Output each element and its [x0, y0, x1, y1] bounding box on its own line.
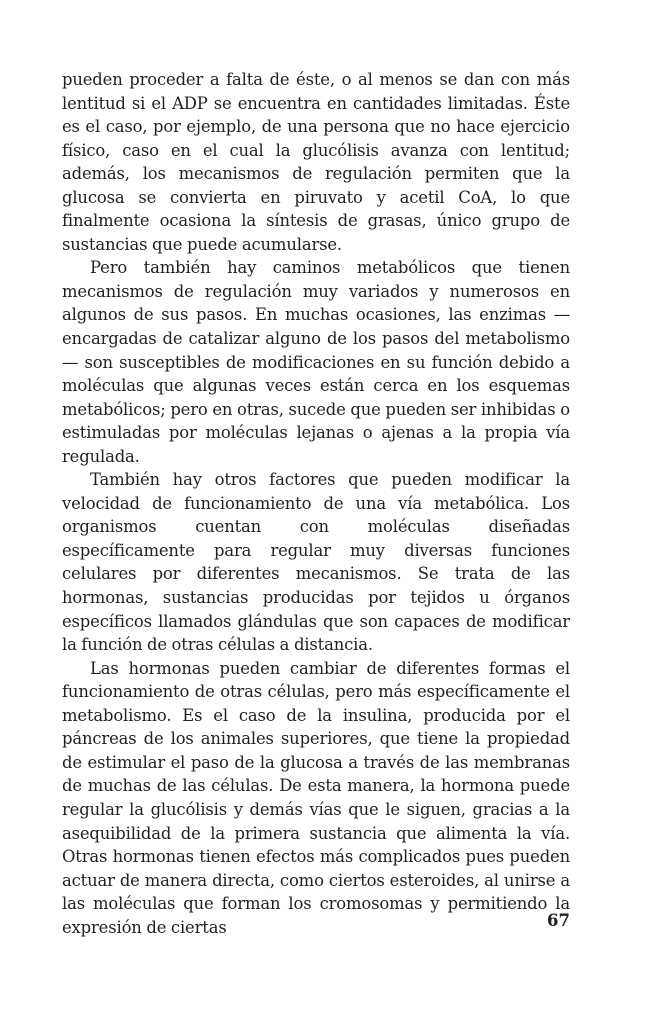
paragraph-4: Las hormonas pueden cambiar de diferentes formas el funcionamiento de otras células, pero más específicamente el metabolismo. Es el caso de la insulina, producida por el páncreas de los animales superiores, que tiene la propiedad de estimular el paso de la glucosa a través de las membranas de muchas de las células. De esta manera, la hormona puede regular la glucólisis y demás vías que le siguen, gracias a la asequibilidad de la primera sustancia que alimenta la vía. Otras hormonas tienen efectos más complicados pues pueden actuar de manera directa, como ciertos esteroides, al unirse a las moléculas que forman los cromosomas y permitiendo la expresión de ciertas — [62, 658, 570, 937]
page-number: 67 — [547, 911, 570, 930]
paragraph-1: pueden proceder a falta de éste, o al menos se dan con más lentitud si el ADP se encuentra en cantidades limitadas. Éste es el caso, por ejemplo, de una persona que no hace ejercicio físico, caso en el cual la glucólisis avanza con lentitud; además, los mecanismos de regulación permiten que la glucosa se convierta en piruvato y acetil CoA, lo que finalmente ocasiona la síntesis de grasas, único grupo de sustancias que puede acumularse. — [62, 70, 570, 254]
paragraph-3: También hay otros factores que pueden modificar la velocidad de funcionamiento de una vía metabólica. Los organismos cuentan con moléculas diseñadas específicamente para regular muy diversas funciones celulares por diferentes mecanismos. Se trata de las hormonas, sustancias producidas por tejidos u órganos específicos llamados glándulas que son capaces de modificar la función de otras células a distancia. — [62, 470, 570, 655]
paragraph-2: Pero también hay caminos metabólicos que tienen mecanismos de regulación muy variados y numerosos en algunos de sus pasos. En muchas ocasiones, las enzimas —encargadas de catalizar alguno de los pasos del metabolismo— son susceptibles de modificaciones en su función debido a moléculas que algunas veces están cerca en los esquemas metabólicos; pero en otras, sucede que pueden ser inhibidas o estimuladas por moléculas lejanas o ajenas a la propia vía regulada. — [62, 258, 570, 466]
body-text — [62, 68, 570, 939]
